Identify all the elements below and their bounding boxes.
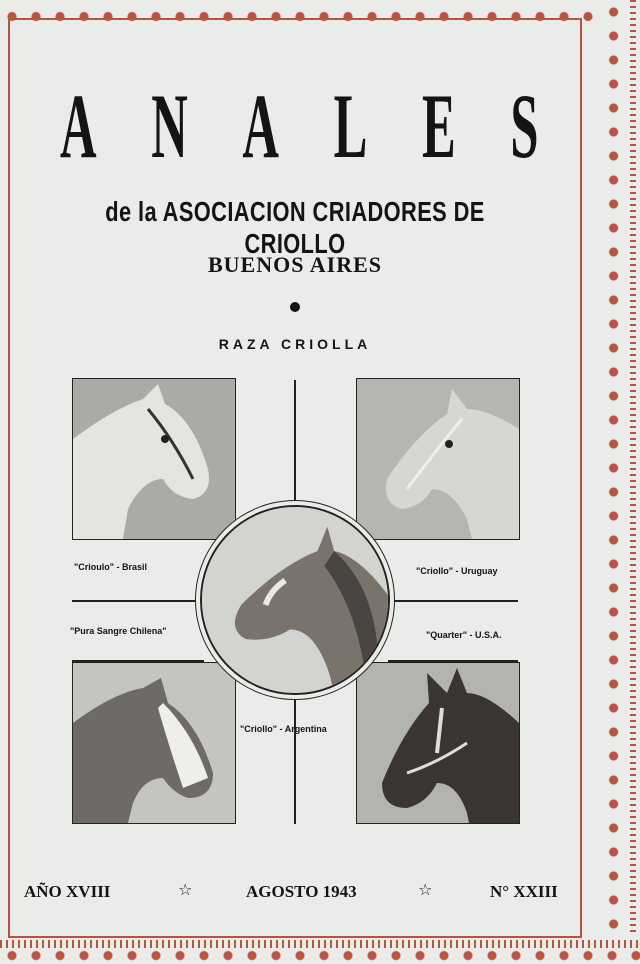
divider-horizontal-right [388, 600, 518, 602]
association-subtitle: de la ASOCIACION CRIADORES DE CRIOLLO [105, 196, 485, 259]
decorative-border-right [596, 0, 640, 964]
star-icon: ☆ [178, 880, 193, 899]
title-letter: A [60, 75, 98, 177]
footer-date: AGOSTO 1943 [246, 882, 357, 901]
divider-horizontal-left [72, 600, 204, 602]
title-letter: S [510, 75, 540, 177]
title-letter: A [242, 75, 281, 177]
footer-issue-number: N° XXIII [490, 882, 558, 901]
horse-photo-uruguay [356, 378, 520, 540]
title-letter: N [151, 75, 189, 177]
star-icon: ☆ [418, 880, 433, 899]
horse-photo-brasil [72, 378, 236, 540]
caption-argentina: "Criollo" - Argentina [240, 724, 327, 734]
title-letter: L [333, 75, 369, 177]
magazine-title [60, 75, 540, 177]
title-letter: E [421, 75, 457, 177]
decorative-border-bottom [0, 936, 640, 964]
horse-photo-chile [72, 662, 236, 824]
caption-chile: "Pura Sangre Chilena" [70, 626, 167, 636]
caption-usa: "Quarter" - U.S.A. [426, 630, 502, 640]
breed-heading: RAZA CRIOLLA [218, 336, 372, 352]
bullet-dot [290, 302, 300, 312]
caption-brasil: "Crioulo" - Brasil [74, 562, 148, 572]
city-heading: BUENOS AIRES [207, 252, 382, 277]
horse-photo-argentina [200, 505, 390, 695]
caption-uruguay: "Criollo" - Uruguay [416, 566, 498, 576]
divider-vertical-bottom [294, 700, 296, 824]
divider-vertical-top [294, 380, 296, 500]
footer-year: AÑO XVIII [24, 882, 111, 901]
horse-photo-usa [356, 662, 520, 824]
